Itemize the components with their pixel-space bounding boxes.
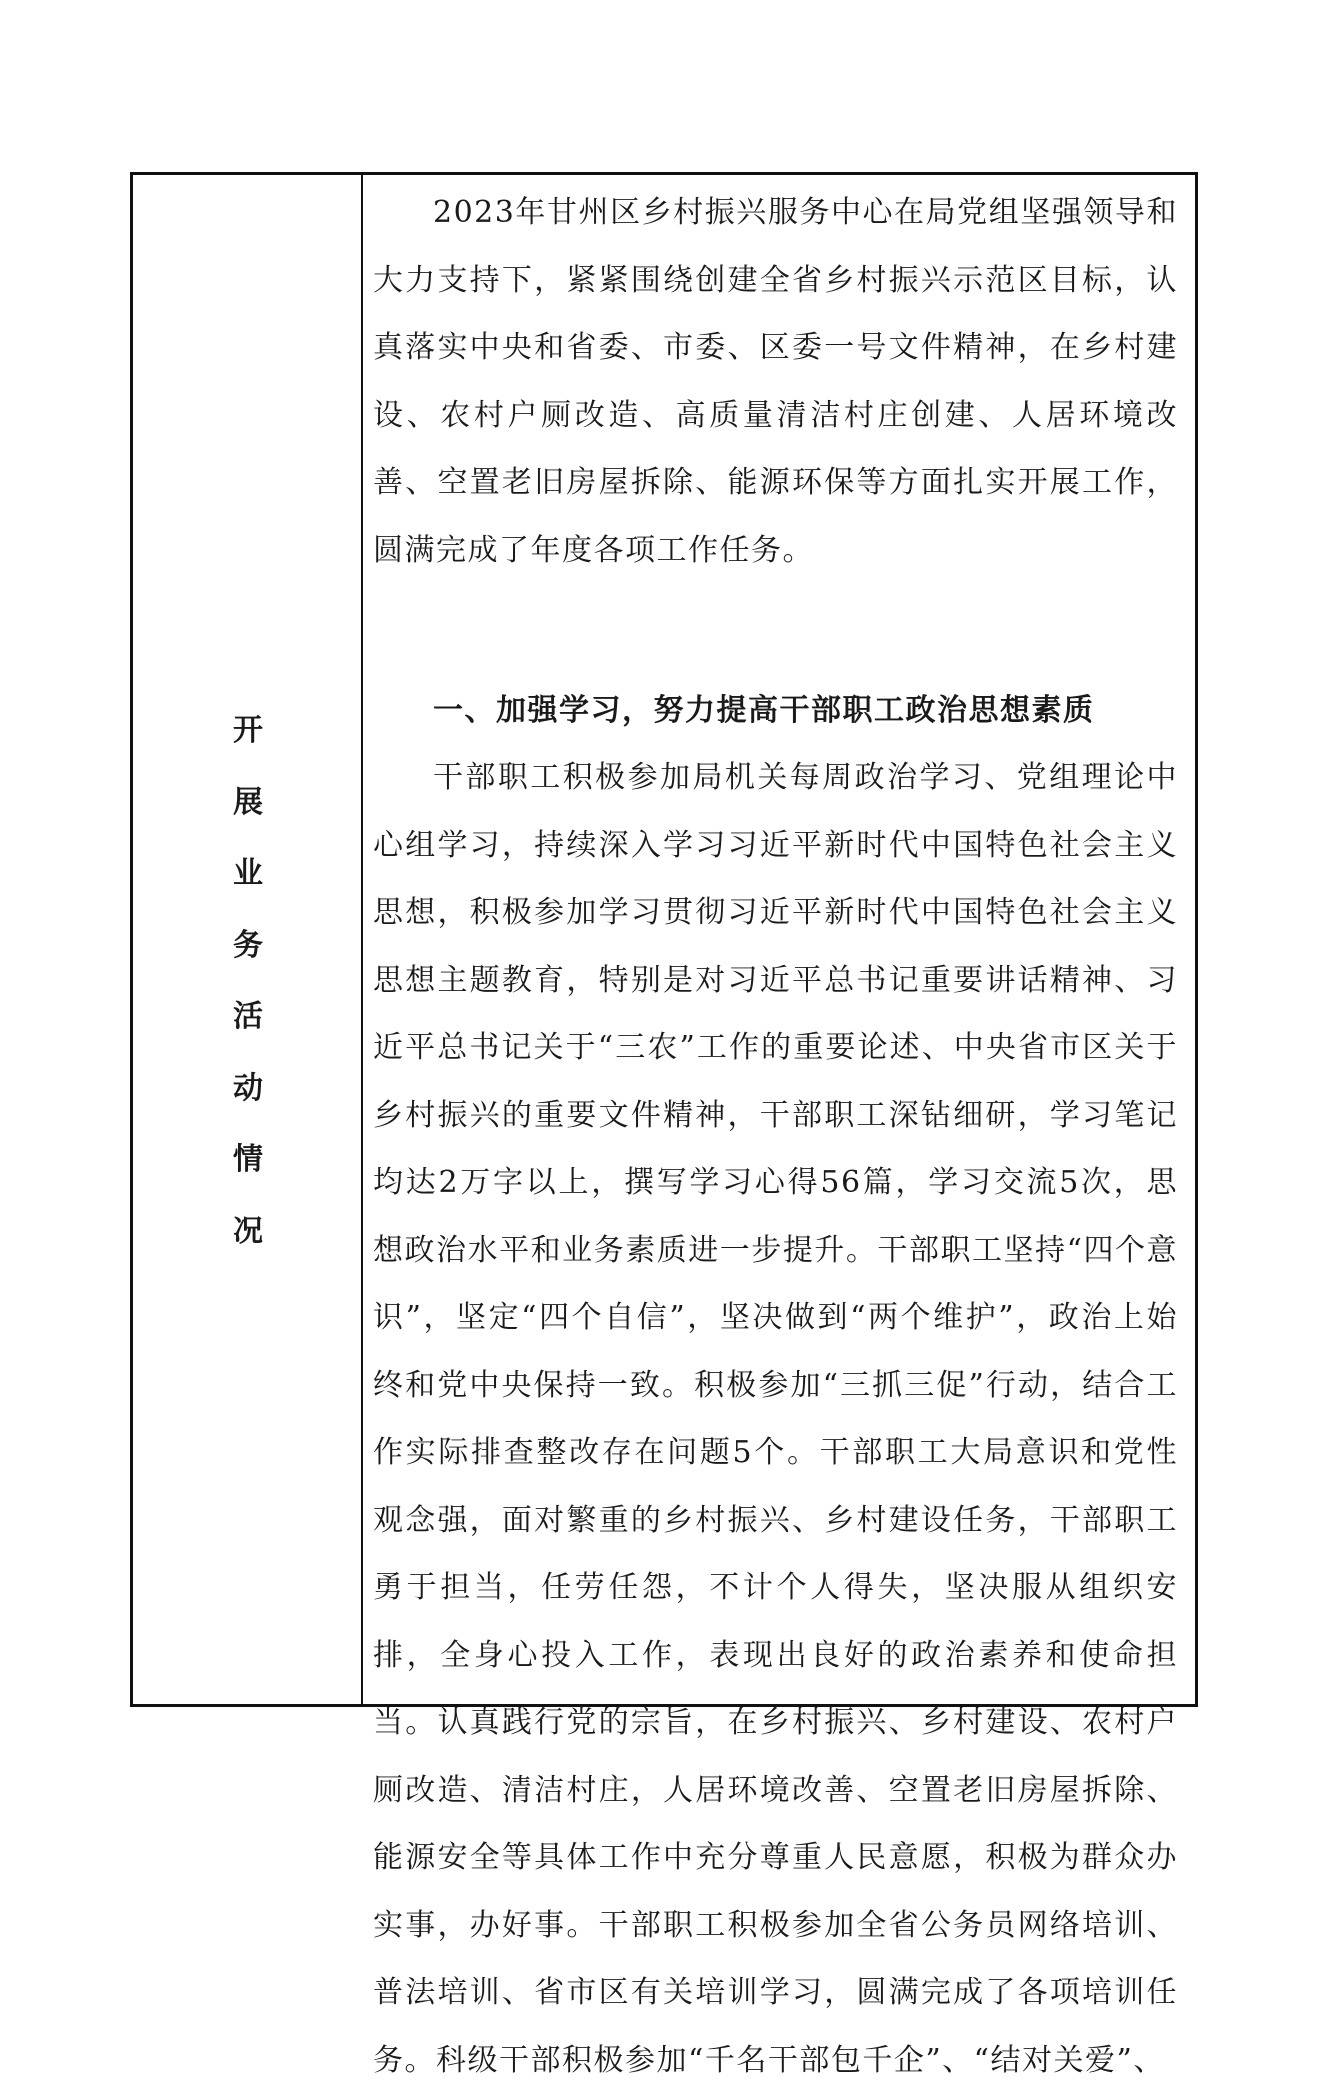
label-char: 业 — [233, 856, 263, 891]
section-heading: 一、加强学习，努力提高干部职工政治思想素质 — [433, 693, 1095, 728]
report-table — [130, 172, 1198, 2078]
intro-paragraph: 2023年甘州区乡村振兴服务中心在局党组坚强领导和大力支持下，紧紧围绕创建全省乡村振兴示范区目标，认真落实中央和省委、市委、区委一号文件精神，在乡村建设、农村户厕改造、高质量清洁村庄创建、人居环境改善、空置老旧房屋拆除、能源环保等方面扎实开展工作，圆满完成了年度各项工作任务。 — [373, 195, 1178, 568]
label-char: 动 — [233, 1070, 263, 1106]
label-char: 展 — [233, 784, 263, 820]
label-char: 情 — [233, 1142, 263, 1177]
row-label-cell — [133, 175, 363, 1704]
label-char: 况 — [233, 1213, 263, 1249]
content-cell — [373, 175, 1178, 2078]
label-char: 活 — [233, 999, 263, 1034]
row-label — [133, 695, 363, 1267]
section-paragraph: 干部职工积极参加局机关每周政治学习、党组理论中心组学习，持续深入学习习近平新时代中国特色社会主义思想，积极参加学习贯彻习近平新时代中国特色社会主义思想主题教育，特别是对习近平总书记重要讲话精神、习近平总书记关于“三农”工作的重要论述、中央省市区关于乡村振兴的重要文件精神，干部职工深钻细研，学习笔记均达2万字以上，撰写学习心得56篇，学习交流5次，思想政治水平和业务素质进一步提升。干部职工坚持“四个意识”，坚定“四个自信”，坚决做到“两个维护”，政治上始终和党中央保持一致。积极参加“三抓三促”行动，结合工作实际排查整改存在问题5个。干部职工大局意识和党性观念强，面对繁重的乡村振兴、乡村建设任务，干部职工勇于担当，任劳任怨，不计个人得失，坚决服从组织安排，全身心投入工作，表现出良好的政治素养和使命担当。认真践行党的宗旨，在乡村振兴、乡村建设、农村户厕改造、清洁村庄，人居环境改善、空置老旧房屋拆除、能源安全等具体工作中充分尊重人民意愿，积极为群众办实事，办好事。干部职工积极参加全省公务员网络培训、普法培训、省市区有关培训学习，圆满完成了各项培训任务。科级干部积极参加“千名干部包千企”、“结对关爱”、 — [373, 760, 1178, 2078]
label-char: 务 — [233, 927, 263, 963]
label-char: 开 — [233, 713, 263, 748]
